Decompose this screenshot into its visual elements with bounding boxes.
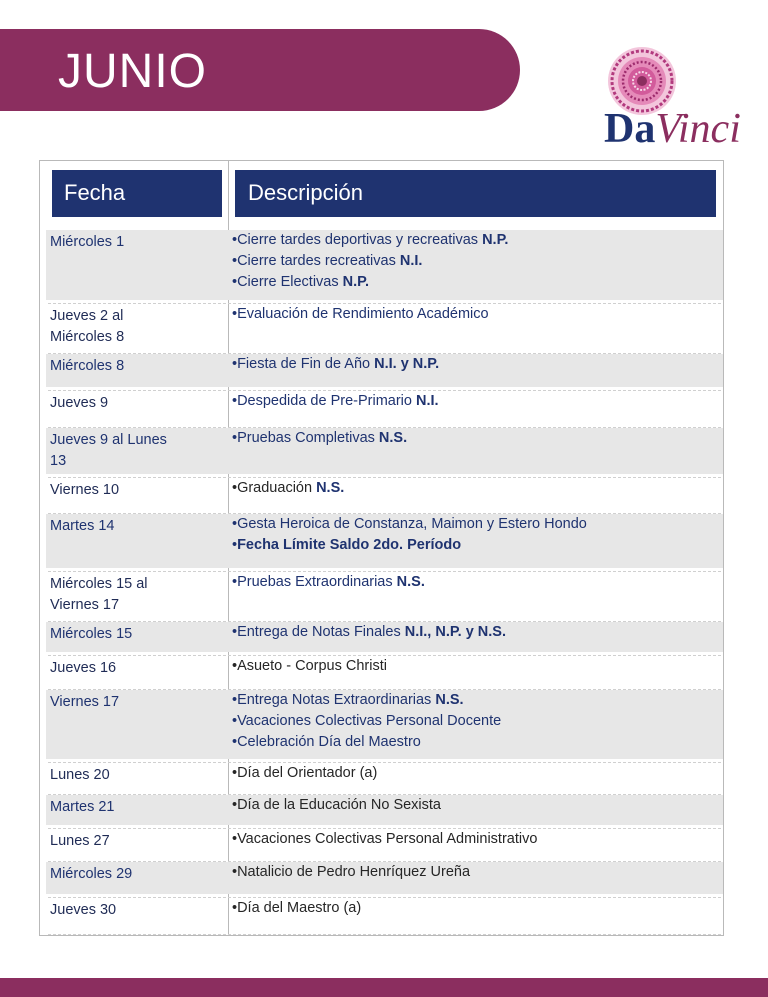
- row-date: Lunes 20: [50, 767, 110, 783]
- row-description: [232, 514, 722, 556]
- description-line: [232, 478, 722, 499]
- table-row: [40, 572, 723, 622]
- table-row: [40, 795, 723, 829]
- description-level: N.I. y N.P.: [374, 356, 440, 372]
- description-text: •Cierre tardes deportivas y recreativas: [232, 232, 483, 248]
- description-text: •Cierre tardes recreativas: [232, 253, 400, 269]
- description-level: Fecha Límite Saldo 2do. Período: [237, 537, 462, 553]
- description-line: [232, 862, 722, 883]
- logo-da: Da: [604, 106, 656, 152]
- row-description: [232, 898, 722, 919]
- table-row: [40, 862, 723, 898]
- description-line: [232, 690, 722, 711]
- description-text: •Despedida de Pre-Primario: [232, 393, 416, 409]
- description-level: N.S.: [396, 574, 425, 590]
- row-date: Viernes 17: [50, 694, 120, 710]
- description-level: N.S.: [435, 692, 464, 708]
- header-descripcion: Descripción: [235, 170, 716, 217]
- description-text: •Vacaciones Colectivas Personal Docente: [232, 713, 502, 729]
- description-level: N.I.: [416, 393, 439, 409]
- description-line: [232, 711, 722, 732]
- footer-bar: [0, 978, 768, 997]
- description-text: •Día de la Educación No Sexista: [232, 797, 441, 813]
- table-row: [40, 304, 723, 354]
- description-level: N.S.: [378, 430, 408, 446]
- description-text: •Fiesta de Fin de Año: [232, 356, 375, 372]
- table-row: [40, 690, 723, 763]
- description-text: •Entrega Notas Extraordinarias: [232, 692, 436, 708]
- description-text: •Entrega de Notas Finales: [232, 624, 405, 640]
- description-line: [232, 391, 722, 412]
- table-row: [40, 354, 723, 391]
- description-line: [232, 304, 722, 325]
- description-line: [232, 898, 722, 919]
- row-description: [232, 656, 722, 677]
- row-description: [232, 230, 722, 293]
- row-date: Jueves 16: [50, 660, 117, 676]
- description-text: •Vacaciones Colectivas Personal Administrativo: [232, 831, 538, 847]
- row-description: [232, 690, 722, 753]
- table-row: [40, 391, 723, 428]
- table-row: [40, 428, 723, 478]
- row-date: Miércoles 29: [50, 866, 133, 882]
- description-text: •Cierre Electivas: [232, 274, 343, 290]
- row-description: [232, 572, 722, 593]
- description-level: N.I.: [399, 253, 423, 269]
- row-description: [232, 478, 722, 499]
- description-line: [232, 572, 722, 593]
- row-date: Jueves 9: [50, 395, 109, 411]
- table-row: [40, 622, 723, 656]
- description-text: •Asueto - Corpus Christi: [232, 658, 387, 674]
- table-row: [40, 230, 723, 304]
- row-description: [232, 795, 722, 816]
- row-description: [232, 304, 722, 325]
- row-date: Miércoles 8: [50, 358, 125, 374]
- header-fecha: Fecha: [52, 170, 222, 217]
- description-text: •Natalicio de Pedro Henríquez Ureña: [232, 864, 471, 880]
- row-date: Martes 21: [50, 799, 115, 815]
- row-date: Lunes 27: [50, 833, 110, 849]
- row-separator: [48, 934, 721, 935]
- description-level: N.S.: [316, 480, 345, 496]
- description-text: •Pruebas Completivas: [232, 430, 379, 446]
- description-line: [232, 622, 722, 643]
- description-text: •Pruebas Extraordinarias: [232, 574, 397, 590]
- row-date: Miércoles 15 al Viernes 17: [50, 576, 148, 613]
- table-row: [40, 898, 723, 935]
- description-text: •Gesta Heroica de Constanza, Maimon y Estero Hondo: [232, 516, 587, 532]
- description-line: [232, 732, 722, 753]
- row-description: [232, 763, 722, 784]
- row-date: Viernes 10: [50, 482, 120, 498]
- row-description: [232, 622, 722, 643]
- row-description: [232, 862, 722, 883]
- description-level: N.I., N.P. y N.S.: [404, 624, 507, 640]
- description-line: [232, 795, 722, 816]
- logo-vinci: Vinci: [655, 106, 741, 152]
- description-line: [232, 251, 722, 272]
- description-level: N.P.: [482, 232, 509, 248]
- row-description: [232, 428, 722, 449]
- description-line: [232, 763, 722, 784]
- description-text: •Graduación: [232, 480, 317, 496]
- description-text: •Evaluación de Rendimiento Académico: [232, 306, 489, 322]
- row-date: Miércoles 15: [50, 626, 133, 642]
- description-line: [232, 656, 722, 677]
- logo-wordmark: [604, 108, 741, 150]
- row-date: Jueves 9 al Lunes 13: [50, 432, 167, 469]
- row-date: Jueves 30: [50, 902, 117, 918]
- description-text: •Día del Maestro (a): [232, 900, 362, 916]
- description-line: [232, 535, 722, 556]
- description-line: [232, 829, 722, 850]
- table-row: [40, 656, 723, 690]
- description-level: N.P.: [342, 274, 369, 290]
- page-title: JUNIO: [58, 45, 207, 98]
- description-line: [232, 514, 722, 535]
- row-date: Miércoles 1: [50, 234, 125, 250]
- description-line: [232, 230, 722, 251]
- row-date: Martes 14: [50, 518, 115, 534]
- table-row: [40, 478, 723, 514]
- description-line: [232, 428, 722, 449]
- table-row: [40, 829, 723, 862]
- table-row: [40, 514, 723, 572]
- description-text: •: [232, 537, 238, 553]
- description-text: •Día del Orientador (a): [232, 765, 378, 781]
- row-description: [232, 354, 722, 375]
- row-description: [232, 829, 722, 850]
- description-line: [232, 354, 722, 375]
- description-line: [232, 272, 722, 293]
- description-text: •Celebración Día del Maestro: [232, 734, 421, 750]
- table-row: [40, 763, 723, 795]
- row-description: [232, 391, 722, 412]
- row-date: Jueves 2 al Miércoles 8: [50, 308, 125, 345]
